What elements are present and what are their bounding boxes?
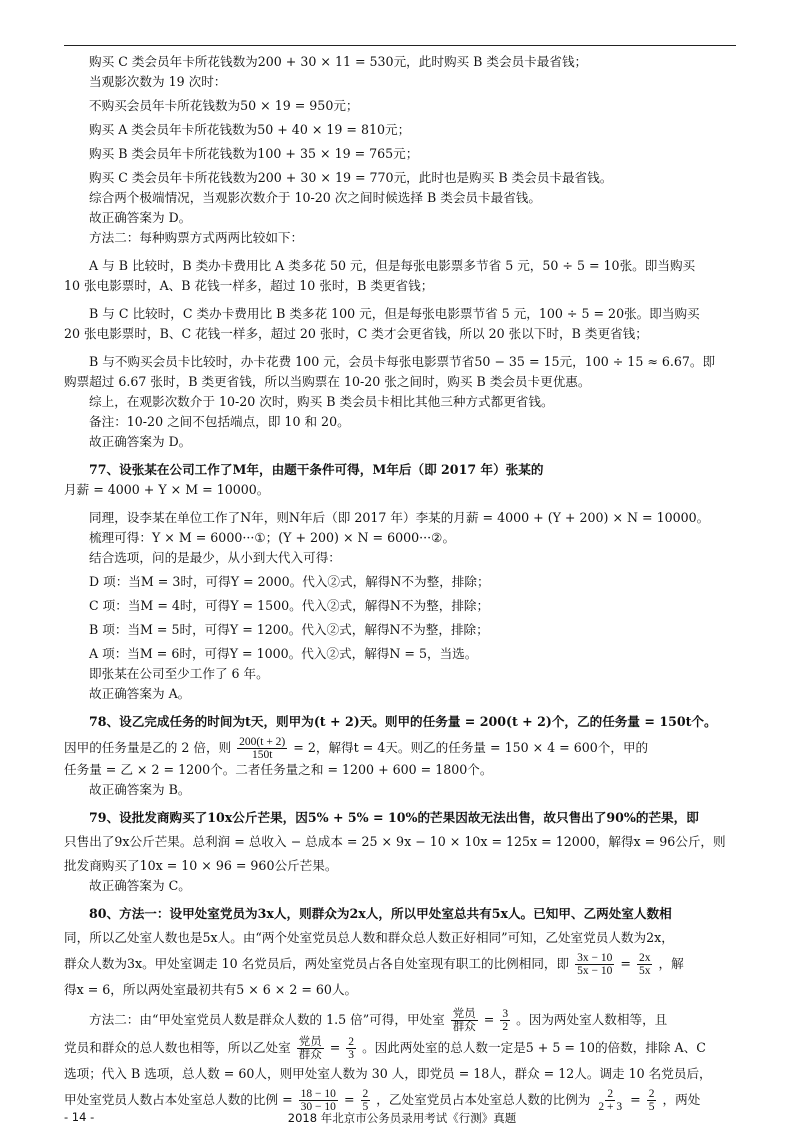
question-78: 78、设乙完成任务的时间为t天，则甲为(t + 2)天。则甲的任务量 = 200(t + 2)个，乙的任务量 = 150t个。 — [89, 714, 717, 729]
text-line: 方法二：每种购票方式两两比较如下： — [89, 230, 304, 245]
text-line: B 项：当M = 5时，可得Y = 1200。代入②式，解得N不为整，排除； — [89, 622, 489, 637]
fraction-denominator: 3 — [348, 1049, 355, 1061]
equals-sign: = — [620, 956, 631, 971]
text-line: 梳理可得：Y × M = 6000···①；(Y + 200) × N = 6000···②。 — [89, 530, 456, 545]
text-line: 20 张电影票时，B、C 花钱一样多，超过 20 张时，C 类才会更省钱，所以 20 张以下时，B 类更省钱； — [64, 326, 648, 341]
question-77: 77、设张某在公司工作了M年，由题干条件可得，M年后（即 2017 年）张某的 — [89, 462, 544, 477]
fraction — [297, 1036, 324, 1061]
text-line: 故正确答案为 C。 — [89, 878, 191, 893]
text-line: 得x = 6，所以两处室最初共有5 × 6 × 2 = 60人。 — [64, 982, 358, 997]
fraction-numerator: 2 — [648, 1088, 655, 1100]
equals-sign: = — [329, 1040, 341, 1055]
fraction — [346, 1036, 356, 1061]
text-line: B 与不购买会员卡比较时，办卡花费 100 元，会员卡每张电影票节省50 − 35 = 15元，100 ÷ 15 ≈ 6.67。即 — [89, 354, 716, 369]
text-line — [64, 736, 740, 760]
text-line — [64, 1088, 740, 1112]
text-line: 故正确答案为 D。 — [89, 434, 192, 449]
fraction-denominator: 30 − 10 — [300, 1101, 336, 1113]
fraction-denominator: 5x − 10 — [577, 965, 613, 977]
text-span: 党员和群众的总人数也相等，所以乙处室 — [64, 1040, 291, 1055]
page-number: - 14 - — [64, 1110, 95, 1124]
text-line: 结合选项，问的是最少，从小到大代入可得： — [89, 550, 341, 565]
fraction-numerator: 党员 — [298, 1036, 322, 1048]
fraction-numerator: 3 — [502, 1008, 509, 1020]
text-line: 月薪 = 4000 + Y × M = 10000。 — [64, 482, 270, 497]
fraction — [451, 1008, 478, 1033]
text-line: 故正确答案为 D。 — [89, 210, 192, 225]
equals-sign: = — [483, 1012, 495, 1027]
document-body — [64, 52, 740, 1112]
equals-sign: = — [343, 1092, 355, 1107]
text-span: ，解 — [658, 956, 684, 971]
text-line — [64, 1008, 740, 1032]
text-line: 故正确答案为 B。 — [89, 782, 191, 797]
text-span: = 2，解得t = 4天。则乙的任务量 = 150 × 4 = 600个，甲的 — [293, 740, 649, 755]
text-line: 购买 C 类会员年卡所花钱数为200 + 30 × 19 = 770元，此时也是购买 B 类会员卡最省钱。 — [89, 170, 613, 185]
question-79: 79、设批发商购买了10x公斤芒果，因5% + 5% = 10%的芒果因故无法出售，故只售出了90%的芒果，即 — [89, 810, 699, 825]
text-line: 选项；代入 B 选项，总人数 = 60人，则甲处室人数为 30 人，即党员 = 18人，群众 = 12人。调走 10 名党员后， — [64, 1066, 712, 1081]
text-line: C 项：当M = 4时，可得Y = 1500。代入②式，解得N不为整，排除； — [89, 598, 490, 613]
fraction-denominator: 5x — [638, 965, 651, 977]
text-line — [64, 1036, 740, 1060]
text-span: 方法二：由“甲处室党员人数是群众人数的 1.5 倍”可得，甲处室 — [89, 1012, 445, 1027]
text-line: 备注：10-20 之间不包括端点，即 10 和 20。 — [89, 414, 350, 429]
text-line: 购买 C 类会员年卡所花钱数为200 + 30 × 11 = 530元，此时购买 B 类会员卡最省钱； — [89, 54, 588, 69]
text-line: 当观影次数为 19 次时： — [89, 74, 227, 89]
fraction-denominator: 5 — [648, 1101, 655, 1113]
fraction-denominator: 群众 — [452, 1021, 476, 1033]
fraction — [237, 736, 287, 761]
text-span: 群众人数为3x。甲处室调走 10 名党员后，两处室党员占各自处室现有职工的比例相同，即 — [64, 956, 570, 971]
text-span: ，乙处室党员占本处室总人数的比例为 — [376, 1092, 591, 1107]
fraction-numerator: 2x — [638, 952, 651, 964]
text-line: 购买 B 类会员年卡所花钱数为100 + 35 × 19 = 765元； — [89, 146, 419, 161]
text-line: 任务量 = 乙 × 2 = 1200个。二者任务量之和 = 1200 + 600 = 1800个。 — [64, 762, 493, 777]
text-line: 只售出了9x公斤芒果。总利润 = 总收入 − 总成本 = 25 × 9x − 10 × 10x = 125x = 12000，解得x = 96公斤，则 — [64, 834, 726, 849]
fraction-denominator: 2 + 3 — [598, 1101, 623, 1113]
text-line: B 与 C 比较时，C 类办卡费用比 B 类多花 100 元，但是每张电影票节省 5 元，100 ÷ 5 = 20张。即当购买 — [89, 306, 700, 321]
text-line: 同理，设李某在单位工作了N年，则N年后（即 2017 年）李某的月薪 = 4000 + (Y + 200) × N = 10000。 — [89, 510, 710, 525]
text-line: 10 张电影票时，A、B 花钱一样多，超过 10 张时，B 类更省钱； — [64, 278, 434, 293]
fraction — [500, 1008, 510, 1033]
text-line: 购买 A 类会员年卡所花钱数为50 + 40 × 19 = 810元； — [89, 122, 411, 137]
footer-title: 2018 年北京市公务员录用考试《行测》真题 — [287, 1111, 517, 1125]
text-line: 批发商购买了10x = 10 × 96 = 960公斤芒果。 — [64, 858, 338, 873]
fraction-denominator: 5 — [362, 1101, 369, 1113]
text-span: 甲处室党员人数占本处室总人数的比例 = — [64, 1092, 293, 1107]
text-line: 综合两个极端情况，当观影次数介于 10-20 次之间时候选择 B 类会员卡最省钱。 — [89, 190, 541, 205]
fraction — [637, 952, 653, 977]
fraction-numerator: 2 — [607, 1088, 614, 1100]
fraction-numerator: 党员 — [452, 1008, 476, 1020]
equals-sign: = — [630, 1092, 641, 1107]
fraction — [575, 952, 614, 977]
fraction-numerator: 18 − 10 — [300, 1088, 336, 1100]
text-line: D 项：当M = 3时，可得Y = 2000。代入②式，解得N不为整，排除； — [89, 574, 490, 589]
text-line: 故正确答案为 A。 — [89, 686, 191, 701]
fraction-numerator: 3x − 10 — [577, 952, 613, 964]
text-line: A 项：当M = 6时，可得Y = 1000。代入②式，解得N = 5，当选。 — [89, 646, 478, 661]
text-line: 不购买会员年卡所花钱数为50 × 19 = 950元； — [89, 98, 359, 113]
text-span: 。因此两处室的总人数一定是5 + 5 = 10的倍数，排除 A、C — [362, 1040, 706, 1055]
header-rule — [64, 45, 736, 46]
text-line: 即张某在公司至少工作了 6 年。 — [89, 666, 269, 681]
text-span: 因甲的任务量是乙的 2 倍，则 — [64, 740, 232, 755]
text-line — [64, 952, 740, 976]
fraction-denominator: 2 — [502, 1021, 509, 1033]
fraction-numerator: 2 — [362, 1088, 369, 1100]
text-line: 同，所以乙处室人数也是5x人。由“两个处室党员总人数和群众总人数正好相同”可知，乙处室党员人数为2x， — [64, 930, 674, 945]
text-line: 购票超过 6.67 张时，B 类更省钱，所以当购票在 10-20 张之间时，购买 B 类会员卡更优惠。 — [64, 374, 591, 389]
text-line: 综上，在观影次数介于 10-20 次时，购买 B 类会员卡相比其他三种方式都更省钱。 — [89, 394, 554, 409]
text-line: A 与 B 比较时，B 类办卡费用比 A 类多花 50 元，但是每张电影票多节省 5 元，50 ÷ 5 = 10张。即当购买 — [89, 258, 696, 273]
fraction-numerator: 200(t + 2) — [239, 736, 286, 748]
fraction-denominator: 群众 — [298, 1049, 322, 1061]
text-span: 。因为两处室人数相等，且 — [516, 1012, 668, 1027]
question-80: 80、方法一：设甲处室党员为3x人，则群众为2x人，所以甲处室总共有5x人。已知甲、乙两处室人数相 — [89, 906, 672, 921]
fraction-numerator: 2 — [348, 1036, 355, 1048]
text-span: ，两处 — [662, 1092, 701, 1107]
fraction-denominator: 150t — [251, 749, 273, 761]
